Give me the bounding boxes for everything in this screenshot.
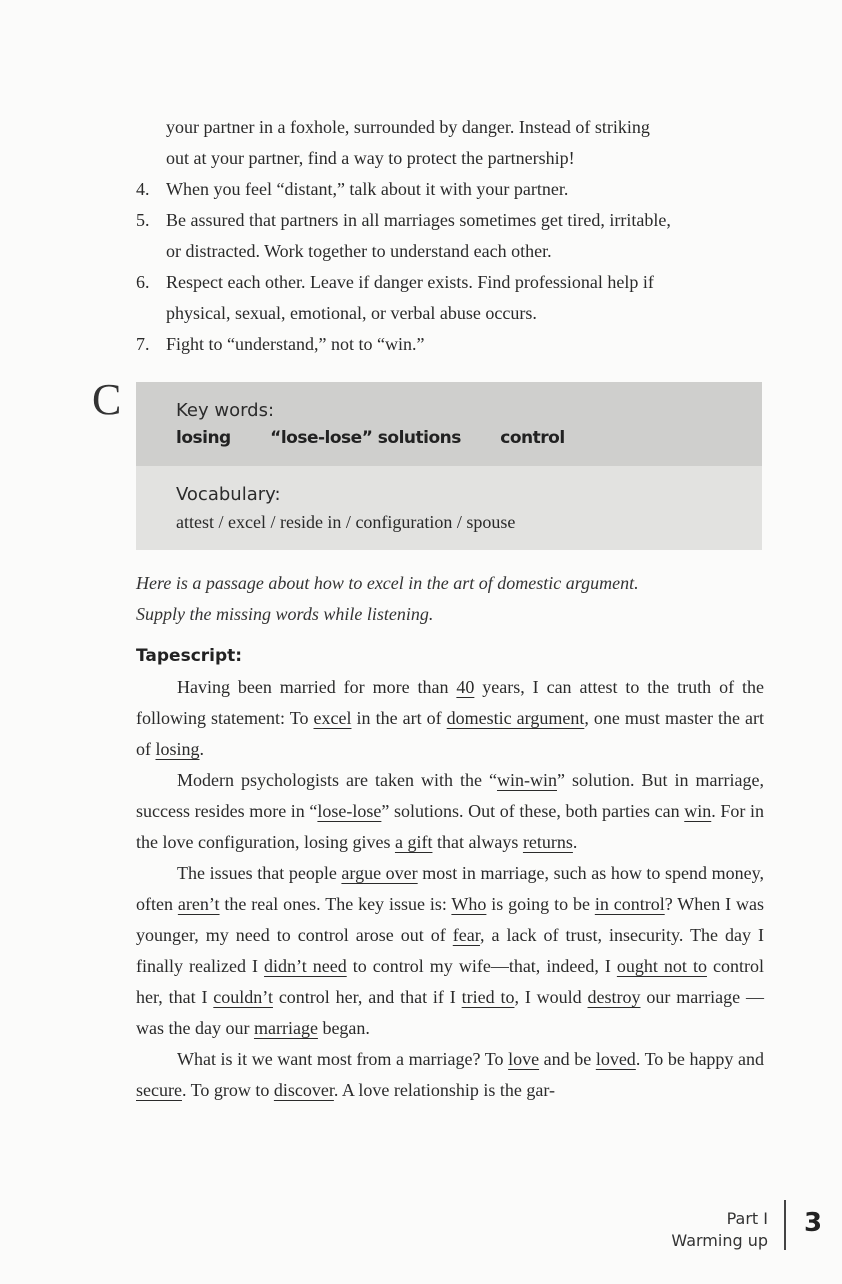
answer-blank: Who (451, 894, 487, 914)
instructions (136, 568, 764, 630)
answer-blank: losing (155, 739, 200, 759)
footer-divider (784, 1200, 786, 1250)
answer-blank: in control (594, 894, 665, 914)
passage-text: . To grow to (181, 1080, 274, 1100)
tips-list (136, 112, 764, 360)
passage-text: the real ones. The key issue is: (219, 894, 452, 914)
passage-text: , one must master the art of (136, 708, 764, 759)
passage-text: control her, that I (136, 956, 764, 1007)
answer-blank: lose-lose (317, 801, 382, 821)
list-item-line: or distracted. Work together to understand each other. (166, 241, 552, 261)
answer-blank: didn’t need (264, 956, 347, 976)
answer-blank: excel (313, 708, 352, 728)
list-item-line: Respect each other. Leave if danger exists. Find professional help if (166, 272, 654, 292)
answer-blank: discover (273, 1080, 334, 1100)
answer-blank: aren’t (177, 894, 220, 914)
passage-text: our marriage — was the day our (136, 987, 765, 1038)
answer-blank: destroy (587, 987, 641, 1007)
list-item-line: out at your partner, find a way to protect the partnership! (166, 148, 575, 168)
instructions-line: Here is a passage about how to excel in the art of domestic argument. (136, 573, 639, 593)
answer-blank: win-win (496, 770, 557, 790)
passage-text: began. (317, 1018, 370, 1038)
passage-text: What is it we want most from a marriage? To (177, 1049, 509, 1069)
answer-blank: returns (522, 832, 573, 852)
paragraph (136, 672, 764, 765)
answer-blank: marriage (253, 1018, 318, 1038)
list-item (136, 329, 764, 360)
list-item-line: Be assured that partners in all marriages sometimes get tired, irritable, (166, 210, 671, 230)
paragraph (136, 765, 764, 858)
passage-text: . For in the love configuration, losing gives (136, 801, 764, 852)
section-letter: C (92, 375, 122, 424)
passage-text: . (199, 739, 205, 759)
passage-text: in the art of (351, 708, 447, 728)
page-number: 3 (804, 1208, 823, 1238)
answer-blank: argue over (341, 863, 418, 883)
answer-blank: 40 (456, 677, 475, 697)
list-item-number: 6. (136, 272, 150, 292)
answer-blank: a gift (394, 832, 433, 852)
footer-part: Part I (726, 1209, 768, 1228)
key-words-box (136, 382, 762, 550)
vocabulary-list: attest / excel / reside in / configuration / spouse (176, 512, 516, 532)
passage-text: Having been married for more than (177, 677, 457, 697)
list-item-number: 5. (136, 210, 150, 230)
list-item (136, 112, 764, 174)
list-item-line: physical, sexual, emotional, or verbal abuse occurs. (166, 303, 537, 323)
passage-text: Modern psychologists are taken with the “ (177, 770, 497, 790)
list-item (136, 174, 764, 205)
paragraph (136, 858, 764, 1044)
list-item-number: 7. (136, 334, 150, 354)
answer-blank: tried to (461, 987, 515, 1007)
list-item-number: 4. (136, 179, 150, 199)
passage-text: The issues that people (177, 863, 342, 883)
list-item-line: When you feel “distant,” talk about it with your partner. (166, 179, 569, 199)
passage-text: years, I can attest to the truth of the following statement: To (136, 677, 764, 728)
footer-section: Warming up (671, 1231, 768, 1250)
answer-blank: win (684, 801, 712, 821)
passage-text: , I would (514, 987, 588, 1007)
answer-blank: secure (136, 1080, 182, 1100)
tapescript-label: Tapescript: (136, 646, 243, 666)
list-item-line: Fight to “understand,” not to “win.” (166, 334, 425, 354)
passage-text: ? When I was younger, my need to control arose out of (136, 894, 764, 945)
vocabulary-title: Vocabulary: (176, 484, 281, 505)
passage-text: is going to be (486, 894, 595, 914)
running-footer (671, 1208, 768, 1252)
passage-text: most in marriage, such as how to spend money, often (136, 863, 764, 914)
key-words-band (136, 382, 762, 466)
passage-text: , a lack of trust, insecurity. The day I finally realized I (136, 925, 764, 976)
passage-text: ” solution. But in marriage, success resides more in “ (136, 770, 764, 821)
passage-text: ” solutions. Out of these, both parties can (381, 801, 685, 821)
passage-text: . To be happy and (635, 1049, 765, 1069)
answer-blank: love (508, 1049, 540, 1069)
answer-blank: loved (595, 1049, 636, 1069)
key-words-row (176, 428, 599, 448)
paragraph (136, 1044, 764, 1106)
key-word: control (500, 428, 565, 448)
key-words-title: Key words: (176, 400, 275, 421)
passage-text: . (572, 832, 578, 852)
answer-blank: ought not to (616, 956, 707, 976)
answer-blank: couldn’t (213, 987, 273, 1007)
instructions-line: Supply the missing words while listening. (136, 604, 434, 624)
passage-text: and be (539, 1049, 596, 1069)
key-word: “lose-lose” solutions (270, 428, 461, 448)
key-word: losing (176, 428, 231, 448)
passage-text: control her, and that if I (272, 987, 462, 1007)
answer-blank: fear (452, 925, 481, 945)
passage-text: . A love relationship is the gar- (333, 1080, 555, 1100)
list-item (136, 205, 764, 267)
passage-text: that always (432, 832, 523, 852)
tapescript-passage (136, 672, 764, 1106)
passage-text: to control my wife—that, indeed, I (346, 956, 617, 976)
answer-blank: domestic argument (446, 708, 585, 728)
list-item (136, 267, 764, 329)
list-item-line: your partner in a foxhole, surrounded by danger. Instead of striking (166, 117, 650, 137)
